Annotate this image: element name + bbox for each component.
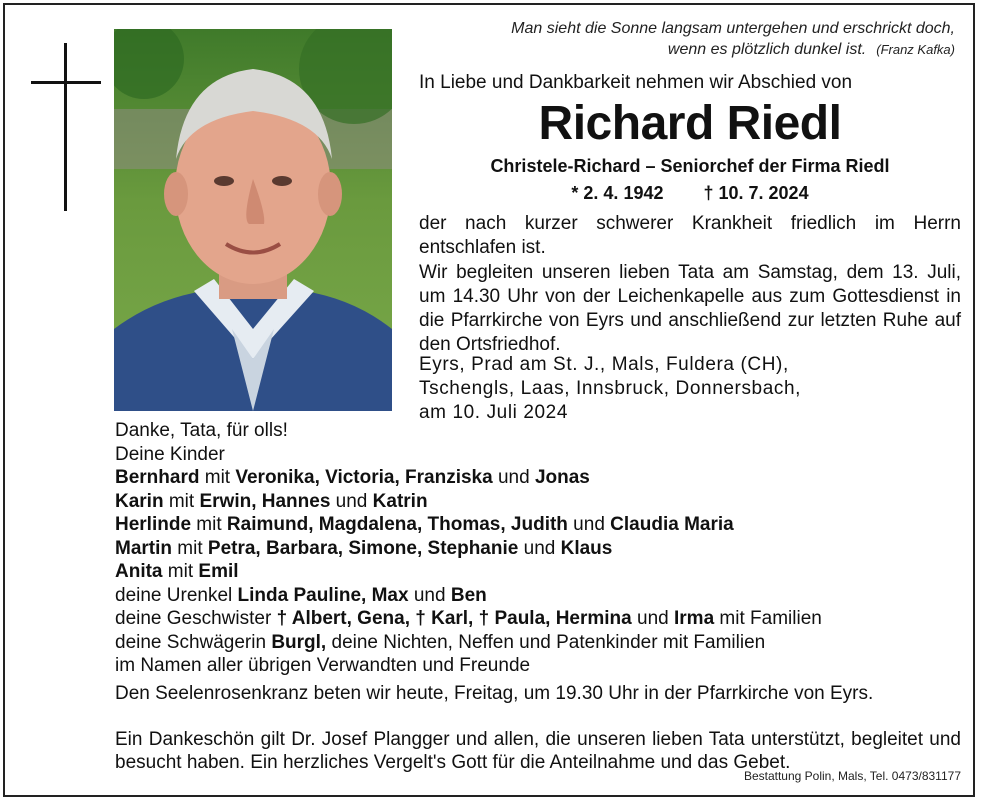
family-name: Linda Pauline, Max: [237, 584, 409, 606]
family-connector: deine Nichten, Neffen und Patenkinder mit Familien: [326, 631, 766, 653]
family-connector: und: [567, 514, 611, 535]
place-date: [419, 353, 961, 425]
family-line: [115, 631, 965, 655]
passing-text: der nach kurzer schwerer Krankheit friedlich im Herrn entschlafen ist.: [419, 213, 961, 258]
family-line: [115, 490, 965, 514]
family-name: Jonas: [534, 467, 590, 488]
family-name: Bernhard: [115, 467, 200, 488]
family-connector: mit: [172, 537, 208, 559]
family-connector: und: [330, 490, 373, 512]
date-line: am 10. Juli 2024: [419, 402, 569, 423]
family-name: Karin: [115, 490, 164, 512]
cross-icon-bar: [31, 81, 101, 84]
family-connector: deine Urenkel: [115, 584, 238, 606]
family-connector: mit: [162, 561, 199, 582]
funeral-home-footer: Bestattung Polin, Mals, Tel. 0473/831177: [743, 769, 961, 783]
deceased-subtitle: Christele-Richard – Seniorchef der Firma Riedl: [490, 156, 890, 176]
family-connector: deine Schwägerin: [115, 631, 272, 653]
family-name: Raimund, Magdalena, Thomas, Judith: [226, 514, 568, 535]
family-connector: mit: [199, 467, 236, 488]
family-name: Ben: [450, 584, 487, 606]
death-date: † 10. 7. 2024: [703, 183, 809, 203]
birth-date: * 2. 4. 1942: [571, 183, 664, 203]
life-dates: [405, 181, 975, 205]
family-line: [115, 513, 965, 537]
family-line: [115, 584, 965, 608]
obituary-frame: [3, 3, 975, 797]
family-connector: und: [408, 584, 451, 606]
family-connector: und: [518, 537, 561, 559]
family-name: Burgl,: [271, 631, 327, 653]
family-line: [115, 466, 965, 490]
thank-you-notice: Ein Dankeschön gilt Dr. Josef Plangger und allen, die unseren lieben Tata unterstützt, begleitet und besucht haben. Ein herzliches Vergelt's Gott für die Anteilnahme und das Gebet.: [115, 729, 961, 773]
family-connector: und: [492, 467, 535, 488]
family-connector: und: [631, 608, 674, 629]
funeral-details: Wir begleiten unseren lieben Tata am Samstag, dem 13. Juli, um 14.30 Uhr von der Leichenkapelle aus zum Gottesdienst in die Pfarrkirche von Eyrs und anschließend zur letzten Ruhe auf den Ortsfriedhof.: [419, 262, 961, 355]
family-name: † Albert, Gena, † Karl, † Paula, Hermina: [276, 608, 632, 629]
children-heading: Deine Kinder: [115, 443, 225, 465]
family-connector: mit: [191, 514, 227, 535]
cross-icon: [64, 43, 67, 211]
intro-text: In Liebe und Dankbarkeit nehmen wir Abschied von: [419, 72, 853, 93]
quote-line-2: wenn es plötzlich dunkel ist.: [667, 41, 867, 58]
family-connector: mit: [163, 490, 200, 512]
portrait-photo: [114, 29, 392, 411]
family-name: Klaus: [560, 537, 613, 559]
family-line: [115, 537, 965, 561]
portrait-illustration: [114, 29, 392, 411]
family-connector: deine Geschwister: [115, 608, 277, 629]
family-name: Petra, Barbara, Simone, Stephanie: [207, 537, 519, 559]
family-name: Anita: [115, 561, 163, 582]
family-list: [115, 419, 965, 678]
deceased-name: Richard Riedl: [538, 97, 842, 150]
family-connector: mit Familien: [714, 608, 822, 629]
family-name: Erwin, Hannes: [199, 490, 331, 512]
thanks-line: Danke, Tata, für olls!: [115, 420, 288, 441]
quote-line-1: Man sieht die Sonne langsam untergehen und erschrickt doch,: [511, 20, 955, 37]
family-name: Martin: [115, 537, 172, 559]
places-line-1: Eyrs, Prad am St. J., Mals, Fuldera (CH),: [419, 354, 789, 375]
family-name: Claudia Maria: [610, 514, 734, 535]
rosary-notice: Den Seelenrosenkranz beten wir heute, Freitag, um 19.30 Uhr in der Pfarrkirche von Eyrs.: [115, 683, 874, 704]
kafka-quote: [405, 18, 955, 60]
family-name: Katrin: [372, 490, 428, 512]
family-name: Irma: [674, 608, 715, 629]
family-name: Emil: [198, 561, 239, 582]
quote-author: (Franz Kafka): [876, 42, 955, 57]
family-name: Herlinde: [115, 514, 192, 535]
family-name: Veronika, Victoria, Franziska: [235, 467, 493, 488]
relatives-line: im Namen aller übrigen Verwandten und Freunde: [115, 655, 531, 676]
family-line: [115, 560, 965, 584]
places-line-2: Tschengls, Laas, Innsbruck, Donnersbach,: [419, 378, 802, 399]
family-line: [115, 607, 965, 631]
